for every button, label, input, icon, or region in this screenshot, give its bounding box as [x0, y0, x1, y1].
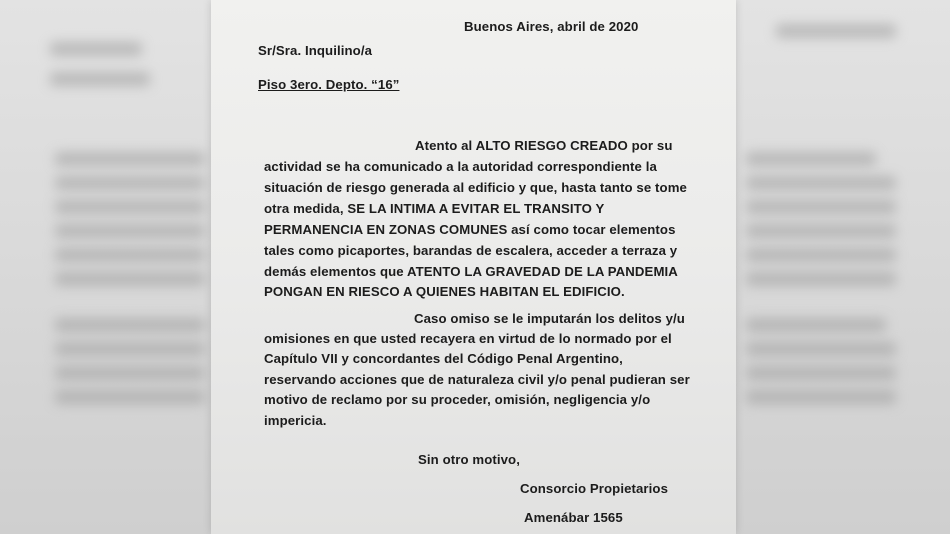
- paragraph-line: PERMANENCIA EN ZONAS COMUNES así como tocar elementos: [264, 222, 676, 237]
- paragraph-line: omisiones en que usted recayera en virtud de lo normado por el: [264, 331, 672, 346]
- paragraph-line: otra medida, SE LA INTIMA A EVITAR EL TRANSITO Y: [264, 201, 605, 216]
- paragraph-line: actividad se ha comunicado a la autoridad correspondiente la: [264, 159, 657, 174]
- paragraph-line: demás elementos que ATENTO LA GRAVEDAD DE LA PANDEMIA: [264, 264, 678, 279]
- paragraph-line: motivo de reclamo por su proceder, omisión, negligencia y/o: [264, 392, 651, 407]
- paragraph-line: PONGAN EN RIESCO A QUIENES HABITAN EL EDIFICIO.: [264, 284, 625, 299]
- letter-recipient: Sr/Sra. Inquilino/a: [258, 43, 373, 58]
- paragraph-line: Capítulo VII y concordantes del Código Penal Argentino,: [264, 351, 623, 366]
- paragraph-line: tales como picaportes, barandas de escalera, acceder a terraza y: [264, 243, 678, 258]
- letter-closing: Sin otro motivo,: [418, 452, 520, 467]
- signature-name: Consorcio Propietarios: [520, 481, 669, 496]
- signature-address: Amenábar 1565: [524, 510, 623, 525]
- blurred-background-right: [736, 0, 950, 534]
- letter-date: Buenos Aires, abril de 2020: [464, 19, 639, 34]
- paragraph-line: Atento al ALTO RIESGO CREADO por su: [415, 138, 673, 153]
- letter-unit: Piso 3ero. Depto. “16”: [258, 77, 400, 92]
- blurred-background-left: [0, 0, 211, 534]
- letter-page: [211, 0, 736, 534]
- paragraph-line: Caso omiso se le imputarán los delitos y/u: [414, 311, 685, 326]
- paragraph-line: reservando acciones que de naturaleza civil y/o penal pudieran ser: [264, 372, 690, 387]
- paragraph-line: situación de riesgo generada al edificio y que, hasta tanto se tome: [264, 180, 687, 195]
- paragraph-line: impericia.: [264, 413, 327, 428]
